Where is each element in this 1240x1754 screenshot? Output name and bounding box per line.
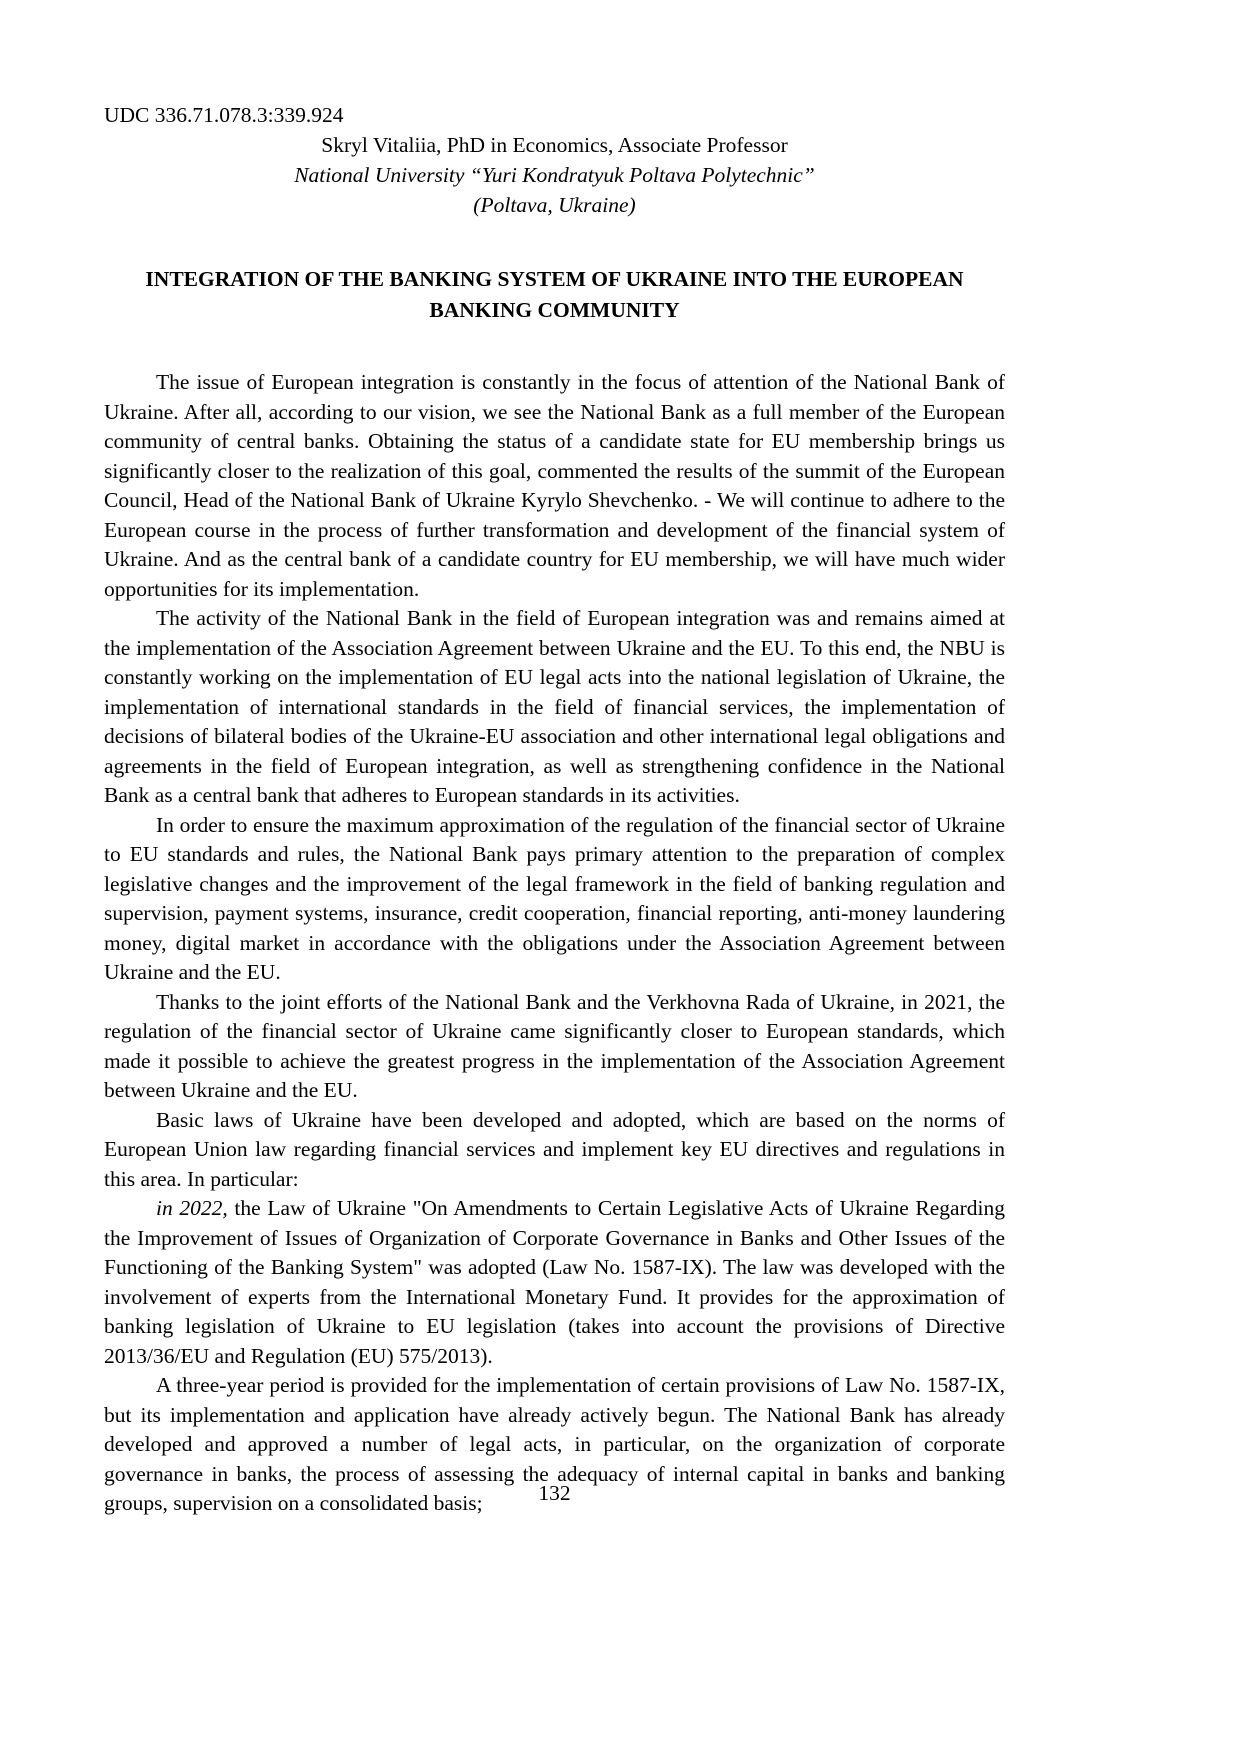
paper-body <box>104 368 1005 1519</box>
paragraph <box>104 1194 1005 1371</box>
author-line: Skryl Vitaliia, PhD in Economics, Associate Professor <box>321 133 788 157</box>
paragraph: Thanks to the joint efforts of the National Bank and the Verkhovna Rada of Ukraine, in 2021, the regulation of the financial sector of Ukraine came significantly closer to European standards, which made it possible to achieve the greatest progress in the implementation of the Association Agreement between Ukraine and the EU. <box>104 989 1005 1102</box>
paragraph: A three-year period is provided for the implementation of certain provisions of Law No. 1587-IX, but its implementation and application have already actively begun. The National Bank has already developed and approved a number of legal acts, in particular, on the organization of corporate governance in banks, the process of assessing the adequacy of internal capital in banks and banking groups, supervision on a consolidated basis; <box>104 1373 1005 1515</box>
udc-label: UDC 336.71.078.3:339.924 <box>104 103 344 127</box>
page-number: 132 <box>538 1481 571 1505</box>
affiliation-line: National University “Yuri Kondratyuk Poltava Polytechnic” <box>294 163 815 187</box>
paragraph-italic-lead: in 2022, <box>156 1196 228 1220</box>
page-content <box>104 100 1005 1519</box>
paragraph: Basic laws of Ukraine have been developed and adopted, which are based on the norms of European Union law regarding financial services and implement key EU directives and regulations in this area. In particular: <box>104 1107 1005 1191</box>
location-line: (Poltava, Ukraine) <box>473 193 636 217</box>
paper-title: INTEGRATION OF THE BANKING SYSTEM OF UKRAINE INTO THE EUROPEAN BANKING COMMUNITY <box>145 267 964 322</box>
paragraph: In order to ensure the maximum approximation of the regulation of the financial sector of Ukraine to EU standards and rules, the National Bank pays primary attention to the preparation of complex legislative changes and the improvement of the legal framework in the field of banking regulation and supervision, payment systems, insurance, credit cooperation, financial reporting, anti-money laundering money, digital market in accordance with the obligations under the Association Agreement between Ukraine and the EU. <box>104 812 1005 984</box>
paragraph: The activity of the National Bank in the field of European integration was and remains aimed at the implementation of the Association Agreement between Ukraine and the EU. To this end, the NBU is constantly working on the implementation of EU legal acts into the national legislation of Ukraine, the implementation of international standards in the field of financial services, the implementation of decisions of bilateral bodies of the Ukraine-EU association and other international legal obligations and agreements in the field of European integration, as well as strengthening confidence in the National Bank as a central bank that adheres to European standards in its activities. <box>104 606 1005 807</box>
paragraph-text: the Law of Ukraine "On Amendments to Certain Legislative Acts of Ukraine Regarding the Improvement of Issues of Organization of Corporate Governance in Banks and Other Issues of the Functioning of the Banking System" was adopted (Law No. 1587-IX). The law was developed with the involvement of experts from the International Monetary Fund. It provides for the approximation of banking legislation of Ukraine to EU legislation (takes into account the provisions of Directive 2013/36/EU and Regulation (EU) 575/2013). <box>104 1196 1005 1368</box>
paragraph: The issue of European integration is constantly in the focus of attention of the National Bank of Ukraine. After all, according to our vision, we see the National Bank as a full member of the European community of central banks. Obtaining the status of a candidate state for EU membership brings us significantly closer to the realization of this goal, commented the results of the summit of the European Council, Head of the National Bank of Ukraine Kyrylo Shevchenko. - We will continue to adhere to the European course in the process of further transformation and development of the financial system of Ukraine. And as the central bank of a candidate country for EU membership, we will have much wider opportunities for its implementation. <box>104 370 1005 601</box>
